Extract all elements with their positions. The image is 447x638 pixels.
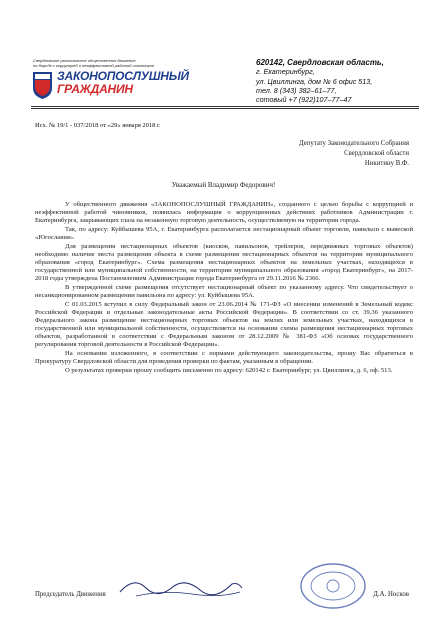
handwritten-signature: [116, 572, 246, 602]
letter-body: [35, 201, 413, 377]
logo-line-1: ЗАКОНОПОСЛУШНЫЙ: [57, 69, 189, 83]
recipient-line-3: Никитину В.Ф.: [364, 160, 409, 167]
header-divider: [31, 106, 419, 107]
paragraph-4: В утвержденной схеме размещения отсутствует нестационарный объект по указанному адресу. Что свидетельствует о несанкционированном размещении павильона по адресу: ул. Куйбышева 95А.: [35, 284, 413, 300]
address-line-5: сотовый +7 (922)107–77–47: [256, 95, 352, 105]
recipient-line-1: Депутату Законодательного Собрания: [299, 140, 409, 147]
address-line-2: г. Екатеринбург,: [256, 67, 315, 77]
signer-name: Д.А. Носков: [373, 591, 409, 598]
address-line-1: 620142, Свердловская область,: [256, 58, 384, 67]
organization-stamp: [298, 562, 368, 610]
outgoing-reference: Исх. № 19/1 - 037/2018 от «29» января 2018 г.: [35, 122, 161, 129]
paragraph-5: С 01.03.2015 вступил в силу Федеральный закон от 23.06.2014 № 171-ФЗ «О внесении изменений в Земельный кодекс Российской Федерации и отдельные законодательные акты Российской Федерации». В соответствии со ст. 39.36 указанного Федерального закона размещение нестационарных торговых объектов на землях или земельных участках, находящихся в государственной или муниципальной собственности, осуществляется на основании схемы размещения нестационарных торговых объектов, разработанной в соответствии с Федеральным законом от 28.12.2009 № 381-ФЗ «Об основах государственного регулирования торговой деятельности в Российской Федерации».: [35, 301, 413, 348]
logo-line-2: ГРАЖДАНИН: [57, 82, 133, 96]
address-line-4: тел. 8 (343) 382–61–77,: [256, 85, 337, 95]
header-divider-thin: [31, 108, 419, 109]
org-address-block: [256, 58, 384, 104]
logo-shield-icon: [31, 70, 54, 100]
org-subtitle: [33, 58, 154, 68]
org-logo-title: [57, 70, 189, 96]
paragraph-2: Так, по адресу: Куйбышева 95А, г. Екатеринбурга располагается нестационарный объект торговли, павильон с вывеской «Югославия».: [35, 226, 413, 242]
paragraph-3: Для размещения нестационарных объектов (киосков, павильонов, трейлеров, передвижных торговых объектов) необходимо наличие места размещения объекта в схеме размещения нестационарных объектов на территории муниципального образования «город Екатеринбург». Схема размещения нестационарных объектов на земельных участках, находящихся в государственной или муниципальной собственности, на территории муниципального образования «город Екатеринбург», на 2017-2018 годы утверждена Постановлением Администрации города Екатеринбурга от 29.11.2016 № 2366.: [35, 243, 413, 282]
org-line-2: по борьбе с коррупцией и неэффективной работой чиновников: [33, 63, 154, 68]
paragraph-1: У общественного движения «ЗАКОНОПОСЛУШНЫЙ ГРАЖДАНИН», созданного с целью борьбы с коррупцией и неэффективной работой чиновников, появилась информация о коррупционных действиях работников Администрации г. Екатеринбурга, закрывающих глаза на незаконную торговую деятельность, осуществляемую на территории города.: [35, 201, 413, 224]
recipient-block: [299, 139, 409, 169]
signer-position: Председатель Движения: [35, 591, 106, 598]
org-line-1: Свердловское региональное общественное движение: [33, 58, 136, 63]
recipient-line-2: Свердловской области: [344, 150, 409, 157]
paragraph-7: О результатах проверки прошу сообщить письменно по адресу: 620142 г. Екатеринбург, ул. Цвиллинга, д. 6, оф. 513.: [65, 367, 393, 375]
greeting: Уважаемый Владимир Федорович!: [171, 181, 276, 189]
address-line-3: ул. Цвиллинга, дом № 6 офис 513,: [256, 76, 373, 86]
paragraph-6: На основании изложенного, в соответствии с нормами действующего законодательства, прошу Вас обратиться в Прокуратуру Свердловской области для проведения проверки по фактам, указанным в обращении.: [35, 350, 413, 366]
